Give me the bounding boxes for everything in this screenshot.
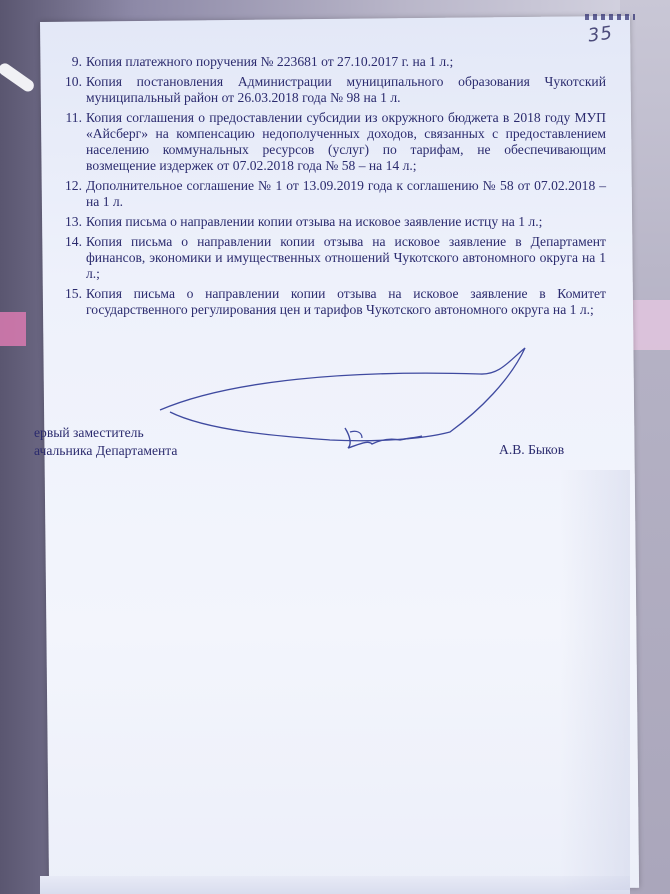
signatory-position-line1: ервый заместитель — [34, 425, 144, 440]
list-item-text: Копия письма о направлении копии отзыва на исковое заявление в Комитет государственного регулирования цен и тарифов Чукотского автономного округа на 1 л.; — [86, 286, 606, 317]
signature-block — [34, 424, 177, 460]
list-item-number: 10. — [65, 74, 82, 89]
signatory-position-line2: ачальника Департамента — [34, 443, 178, 458]
list-item-number: 13. — [65, 214, 82, 229]
list-item — [56, 234, 606, 282]
sheet-shadow — [560, 470, 630, 890]
list-item — [56, 54, 606, 70]
list-item-number: 9. — [71, 54, 82, 69]
list-item — [56, 74, 606, 106]
list-item — [56, 178, 606, 210]
list-item-number: 11. — [65, 110, 82, 125]
page-number: 35 — [586, 22, 615, 47]
top-edge-marks — [585, 14, 635, 20]
pen — [0, 61, 36, 94]
list-item-text: Копия соглашения о предоставлении субсидии из окружного бюджета в 2018 году МУП «Айсберг» на компенсацию недополученных доходов, связанных с предоставлением населению коммунальных ресурсов (услуг) по тарифам, не обеспечивающим возмещение издержек от 07.02.2018 года № 58 – на 14 л.; — [86, 110, 606, 173]
sticky-tab-left — [0, 312, 26, 346]
list-item-text: Копия письма о направлении копии отзыва на исковое заявление истцу на 1 л.; — [86, 214, 543, 229]
list-item — [56, 110, 606, 174]
list-item-text: Дополнительное соглашение № 1 от 13.09.2019 года к соглашению № 58 от 07.02.2018 – на 1 л. — [86, 178, 606, 209]
list-item-text: Копия постановления Администрации муниципального образования Чукотский муниципальный район от 26.03.2018 года № 98 на 1 л. — [86, 74, 606, 105]
list-item — [56, 214, 606, 230]
list-item — [56, 286, 606, 318]
sheet-edge — [40, 876, 630, 894]
attachment-list — [56, 54, 606, 322]
signatory-name: А.В. Быков — [499, 442, 565, 457]
list-item-text: Копия платежного поручения № 223681 от 27.10.2017 г. на 1 л.; — [86, 54, 454, 69]
list-item-text: Копия письма о направлении копии отзыва на исковое заявление в Департамент финансов, экономики и имущественных отношений Чукотского автономного округа на 1 л.; — [86, 234, 606, 281]
handwritten-signature — [150, 340, 540, 460]
list-item-number: 14. — [65, 234, 82, 249]
list-item-number: 12. — [65, 178, 82, 193]
list-item-number: 15. — [65, 286, 82, 301]
